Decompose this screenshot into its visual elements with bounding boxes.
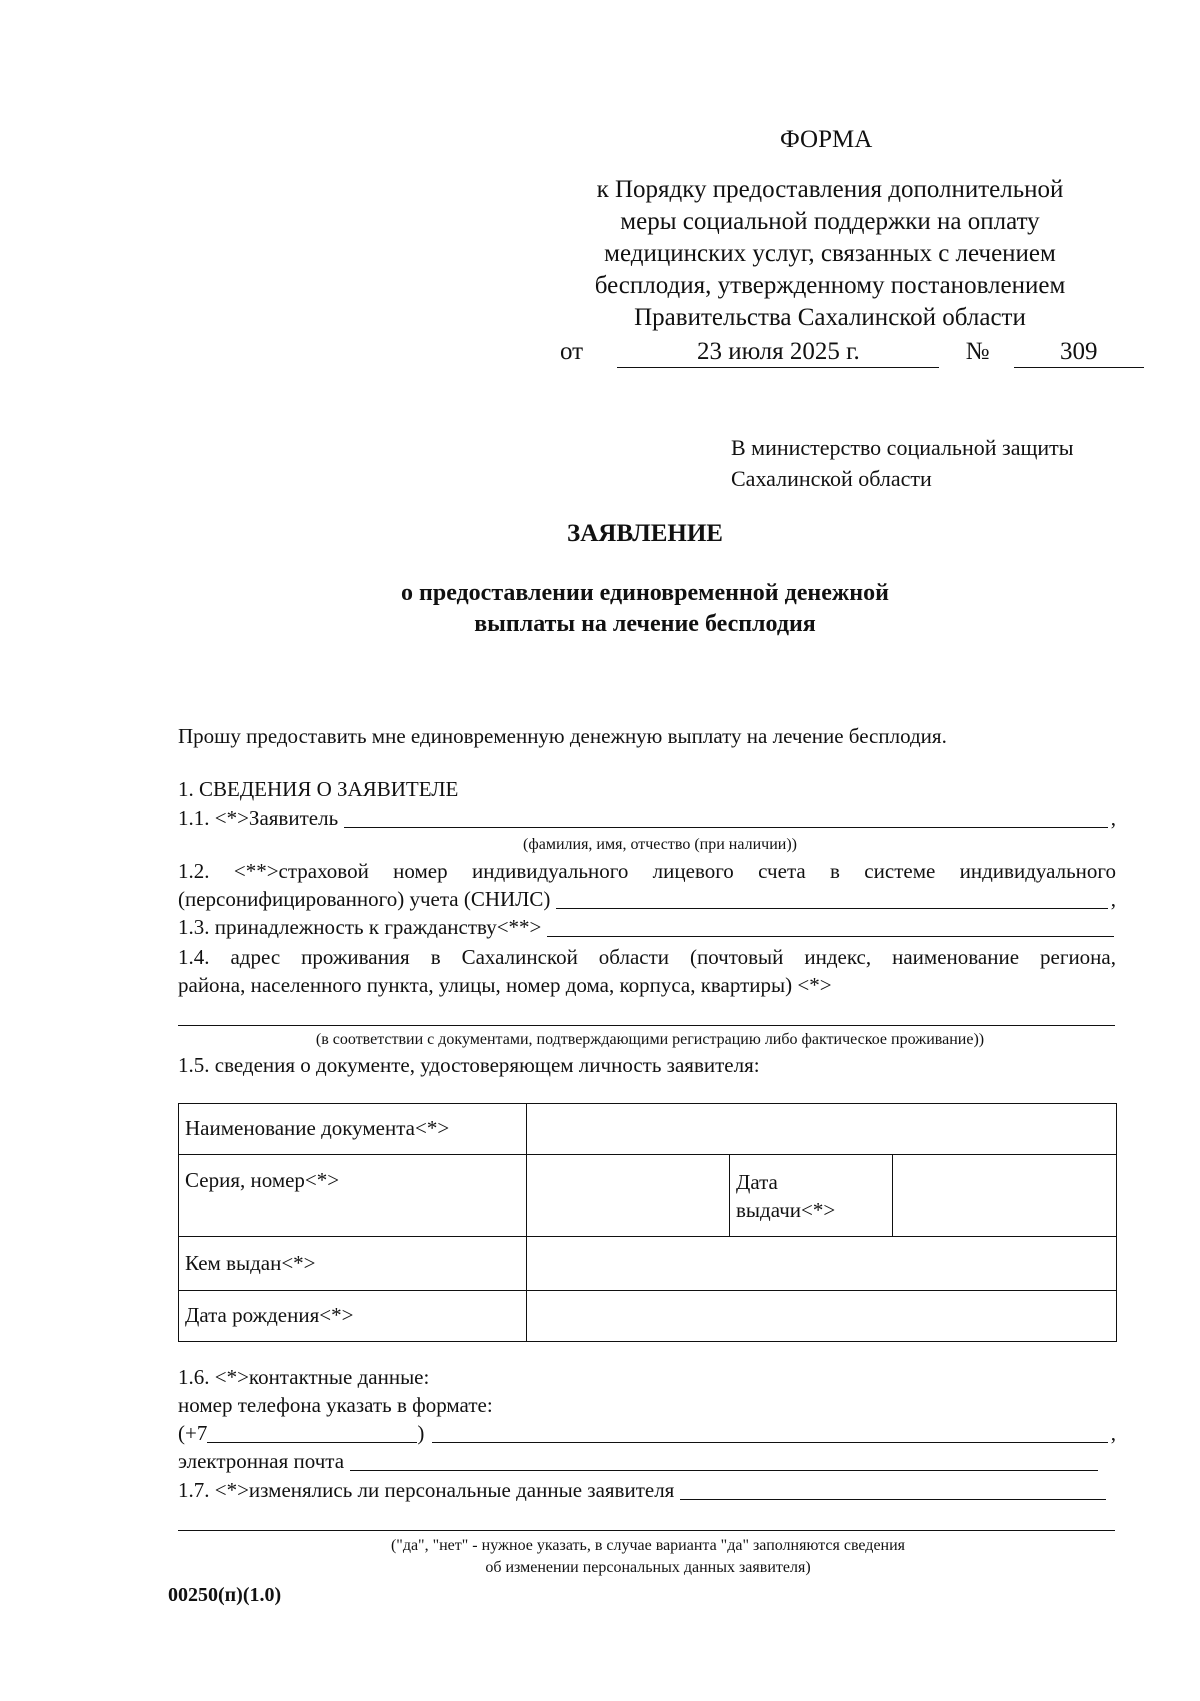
hint-line: ("да", "нет" - нужное указать, в случае варианта "да" заполняются сведения <box>390 1537 906 1554</box>
phone-format-row <box>178 1392 1116 1419</box>
address-row-2 <box>178 972 1116 999</box>
order-date: 23 июля 2025 г. <box>617 337 939 368</box>
personal-data-changed-label: 1.7. <*>изменялись ли персональные данные заявителя <box>178 1478 675 1502</box>
order-line: бесплодия, утвержденному постановлением <box>594 272 1066 299</box>
phone-field[interactable] <box>207 1420 417 1443</box>
applicant-name-field[interactable] <box>344 805 1108 828</box>
from-label: от <box>560 338 584 365</box>
personal-data-changes-field[interactable] <box>178 1530 1115 1531</box>
id-document-heading <box>178 1052 1116 1079</box>
doc-name-field[interactable] <box>527 1104 1117 1155</box>
applicant-name-row <box>178 805 1116 832</box>
order-line: к Порядку предоставления дополнительной <box>596 176 1064 203</box>
applicant-name-label: 1.1. <*>Заявитель <box>178 806 339 830</box>
snils-label-line2: (персонифицированного) учета (СНИЛС) <box>178 887 551 911</box>
order-line: медицинских услуг, связанных с лечением <box>604 240 1056 267</box>
order-reference <box>530 174 1130 334</box>
email-row <box>178 1448 1116 1475</box>
recipient-line: Сахалинской области <box>731 466 932 491</box>
series-number-label: Серия, номер<*> <box>179 1155 527 1237</box>
birth-date-field[interactable] <box>527 1290 1117 1341</box>
order-line: Правительства Сахалинской области <box>634 304 1026 331</box>
address-label-line1: 1.4. адрес проживания в Сахалинской области (почтовый индекс, наименование региона, <box>178 945 1116 969</box>
subtitle-line: выплаты на лечение бесплодия <box>474 611 816 637</box>
personal-data-hint <box>178 1535 1118 1579</box>
address-field[interactable] <box>178 1025 1115 1026</box>
phone-format-label: номер телефона указать в формате: <box>178 1393 493 1417</box>
contacts-heading <box>178 1364 1116 1391</box>
snils-field[interactable] <box>556 886 1107 909</box>
citizenship-field[interactable] <box>547 914 1114 937</box>
address-label-line2: района, населенного пункта, улицы, номер дома, корпуса, квартиры) <*> <box>178 973 832 997</box>
email-field[interactable] <box>350 1448 1098 1471</box>
request-text <box>178 723 1116 750</box>
table-row <box>179 1237 1117 1290</box>
issue-date-label-line: выдачи<*> <box>736 1197 836 1222</box>
section-applicant-heading <box>178 776 1116 803</box>
issued-by-field[interactable] <box>527 1237 1117 1290</box>
personal-data-changed-field[interactable] <box>680 1477 1106 1500</box>
form-code: 00250(п)(1.0) <box>168 1584 282 1606</box>
phone-prefix: (+7 <box>178 1421 208 1445</box>
section-heading-text: 1. СВЕДЕНИЯ О ЗАЯВИТЕЛЕ <box>178 777 459 801</box>
address-row-1 <box>178 944 1116 971</box>
table-row <box>179 1290 1117 1341</box>
snils-label-line1: 1.2. <**>страховой номер индивидуального лицевого счета в системе индивидуального <box>178 859 1116 883</box>
phone-extra-field[interactable] <box>432 1420 1107 1443</box>
table-row <box>179 1155 1117 1237</box>
applicant-name-hint: (фамилия, имя, отчество (при наличии)) <box>523 836 797 853</box>
number-label: № <box>965 338 990 365</box>
document-subtitle <box>0 578 1200 640</box>
snils-row-1 <box>178 858 1116 885</box>
order-line: меры социальной поддержки на оплату <box>620 208 1040 235</box>
phone-row <box>178 1420 1116 1447</box>
contacts-label: 1.6. <*>контактные данные: <box>178 1365 430 1389</box>
recipient <box>731 432 1074 494</box>
issue-date-label <box>730 1155 893 1237</box>
birth-date-label: Дата рождения<*> <box>179 1290 527 1341</box>
request-text-content: Прошу предоставить мне единовременную денежную выплату на лечение бесплодия. <box>178 724 947 748</box>
id-document-table <box>178 1103 1117 1342</box>
issued-by-label: Кем выдан<*> <box>179 1237 527 1290</box>
subtitle-line: о предоставлении единовременной денежной <box>401 580 889 606</box>
personal-data-changed-row <box>178 1477 1116 1504</box>
document-title: ЗАЯВЛЕНИЕ <box>567 520 723 547</box>
comma: , <box>1110 1421 1116 1445</box>
phone-close: ) <box>417 1421 425 1445</box>
issue-date-field[interactable] <box>893 1155 1117 1237</box>
doc-name-label: Наименование документа<*> <box>179 1104 527 1155</box>
table-row <box>179 1104 1117 1155</box>
recipient-line: В министерство социальной защиты <box>731 435 1074 460</box>
series-number-field[interactable] <box>527 1155 730 1237</box>
comma: , <box>1110 806 1116 830</box>
hint-line: об изменении персональных данных заявителя) <box>485 1559 811 1576</box>
form-title: ФОРМА <box>780 126 873 153</box>
id-document-label: 1.5. сведения о документе, удостоверяющем личность заявителя: <box>178 1053 760 1077</box>
order-number: 309 <box>1014 337 1144 368</box>
citizenship-row <box>178 914 1116 941</box>
order-date-number <box>560 336 1144 369</box>
comma: , <box>1110 887 1116 911</box>
email-label: электронная почта <box>178 1449 345 1473</box>
citizenship-label: 1.3. принадлежность к гражданству<**> <box>178 915 542 939</box>
snils-row-2 <box>178 886 1116 913</box>
issue-date-label-line: Дата <box>736 1169 778 1194</box>
address-hint: (в соответствии с документами, подтверждающими регистрацию либо фактическое проживание)) <box>315 1031 985 1048</box>
